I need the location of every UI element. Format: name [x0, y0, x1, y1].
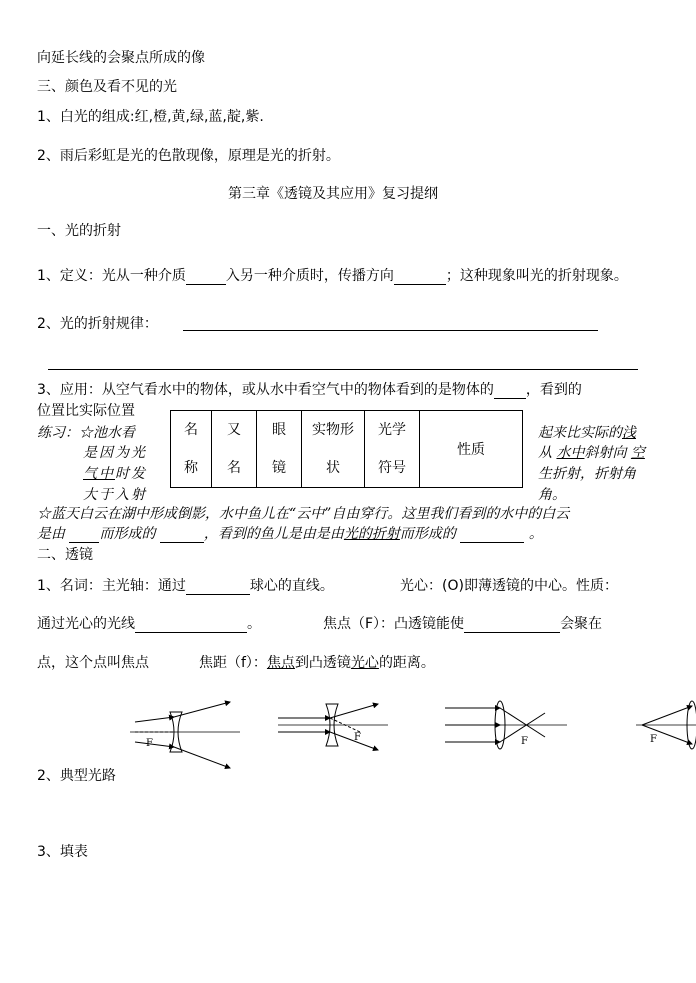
- section-heading: 一、光的折射: [37, 223, 121, 239]
- definition-line: [37, 267, 628, 285]
- focus-label: F: [650, 734, 657, 745]
- text: 到凸透镜: [294, 655, 351, 671]
- text: 焦点: [266, 655, 295, 671]
- text: 焦点（F）：凸透镜能使: [323, 616, 465, 632]
- law-line: 2、光的折射规律：: [37, 316, 158, 332]
- convex-lens-diagram-partial: [636, 692, 696, 758]
- text: 的距离。: [378, 655, 435, 671]
- terms-line: [37, 615, 261, 633]
- text: 焦距（f）：: [199, 655, 267, 671]
- text: 而形成的: [399, 526, 456, 542]
- fill-blank[interactable]: [186, 270, 226, 285]
- text: 1、定义：光从一种介质: [37, 268, 186, 284]
- text: 。: [247, 616, 261, 632]
- lens-table: [170, 410, 523, 488]
- table-header-cell: [257, 411, 302, 488]
- text: 从: [538, 445, 552, 461]
- table-header-cell: [171, 411, 212, 488]
- text: 会聚在: [560, 616, 603, 632]
- exercise-right: 生折射，折射角: [538, 466, 636, 482]
- focus-label: F: [146, 738, 153, 749]
- exercise-text: 大于入射: [83, 487, 147, 503]
- fill-blank[interactable]: [464, 618, 560, 633]
- fill-blank-long[interactable]: [48, 369, 638, 370]
- chapter-title: 第三章《透镜及其应用》复习提纲: [228, 186, 438, 202]
- section-item: 3、填表: [37, 844, 88, 860]
- text: 气中: [83, 466, 115, 482]
- concave-lens-diagram-2: [278, 692, 390, 758]
- cell-text: 状: [326, 460, 340, 476]
- text: 空: [630, 445, 645, 461]
- terms-line: 点，这个点叫焦点: [37, 655, 149, 671]
- fill-blank[interactable]: [69, 528, 99, 543]
- exercise-right: [538, 424, 636, 442]
- text-line: 2、雨后彩虹是光的色散现像，原理是光的折射。: [37, 148, 340, 164]
- section-item: 2、典型光路: [37, 768, 116, 784]
- exercise-text: [83, 465, 147, 483]
- text: 浅: [622, 425, 636, 441]
- table-header-cell: [212, 411, 257, 488]
- section-heading: 三、颜色及看不见的光: [37, 79, 177, 95]
- text: 光心: [350, 655, 379, 671]
- text: 1、名词：主光轴：通过: [37, 578, 186, 594]
- terms-line: [37, 577, 334, 595]
- text: 起来比实际的: [538, 425, 622, 441]
- cell-text: 名: [184, 422, 198, 438]
- focus-label: F: [521, 736, 528, 747]
- text: 球心的直线。: [249, 578, 334, 594]
- concave-lens-diagram-1: [130, 700, 240, 772]
- practice-label: 练习：☆池水看: [37, 425, 135, 441]
- text: 时发: [115, 466, 147, 482]
- text: 。: [528, 526, 543, 542]
- exercise-right: [538, 444, 645, 462]
- text-line: 位置比实际位置: [37, 403, 135, 419]
- cell-text: 镜: [272, 460, 286, 476]
- fill-blank[interactable]: [394, 270, 446, 285]
- fill-blank[interactable]: [186, 580, 250, 595]
- text: 是由: [37, 526, 65, 542]
- text-line: 向延长线的会聚点所成的像: [37, 50, 205, 66]
- convex-lens-diagram: [445, 692, 570, 758]
- table-header-cell: [365, 411, 420, 488]
- table-header-cell: [420, 411, 523, 488]
- cell-text: 名: [227, 460, 241, 476]
- text: 斜射向: [584, 445, 627, 461]
- fill-blank-long[interactable]: [183, 330, 598, 331]
- fill-blank[interactable]: [160, 528, 204, 543]
- cell-text: 眼: [272, 422, 286, 438]
- fill-blank[interactable]: [494, 384, 526, 399]
- cell-text: 又: [227, 422, 241, 438]
- application-line: [37, 381, 582, 399]
- table-header-cell: [302, 411, 365, 488]
- focus-label: F: [354, 732, 361, 743]
- exercise-text: 是因为光: [83, 445, 147, 461]
- text: ，看到的: [525, 382, 582, 398]
- text: ；这种现象叫光的折射现象。: [445, 268, 628, 284]
- text: 入另一种介质时，传播方向: [225, 268, 394, 284]
- terms-line: [323, 615, 602, 633]
- cell-text: 光学: [378, 422, 406, 438]
- terms-line: 光心：(O)即薄透镜的中心。性质：: [400, 578, 618, 594]
- cell-text: 性质: [457, 442, 485, 458]
- section-heading: 二、透镜: [37, 547, 93, 563]
- text-line: 1、白光的组成:红,橙,黄,绿,蓝,靛,紫.: [37, 109, 264, 125]
- text: 而形成的: [99, 526, 156, 542]
- exercise-right: 角。: [538, 487, 566, 503]
- cloud-exercise: ☆蓝天白云在湖中形成倒影，水中鱼儿在“云中”自由穿行。这里我们看到的水中的白云: [37, 506, 570, 522]
- text: 水中: [556, 445, 585, 461]
- cloud-exercise: [37, 525, 543, 543]
- text: 3、应用：从空气看水中的物体，或从水中看空气中的物体看到的是物体的: [37, 382, 494, 398]
- text: 通过光心的光线: [37, 616, 135, 632]
- cell-text: 实物形: [312, 422, 354, 438]
- text: ，看到的鱼儿是由是由: [203, 526, 344, 542]
- fill-blank[interactable]: [135, 618, 247, 633]
- terms-line: [199, 654, 435, 672]
- cell-text: 称: [184, 460, 198, 476]
- cell-text: 符号: [378, 460, 406, 476]
- text: 光的折射: [343, 526, 400, 542]
- fill-blank[interactable]: [460, 528, 524, 543]
